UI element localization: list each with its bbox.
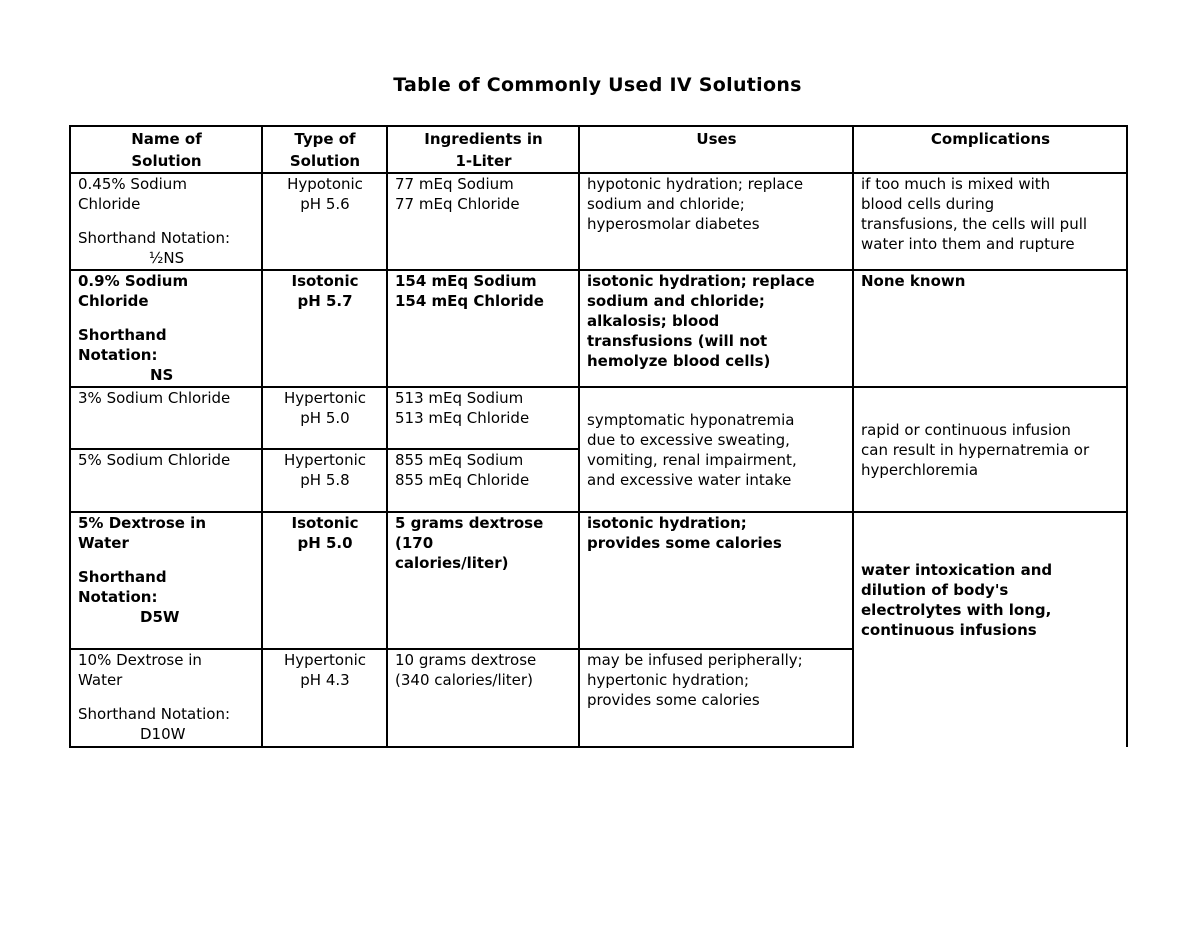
solution-type-cell: Hypertonic pH 4.3 <box>262 649 387 747</box>
uses-cell: symptomatic hyponatremia due to excessive sweating, vomiting, renal impairment, and excessive water intake <box>579 387 853 512</box>
solution-type-cell: Hypertonic pH 5.0 <box>262 387 387 449</box>
solution-type-cell: Hypotonic pH 5.6 <box>262 173 387 270</box>
ingredients-cell: 855 mEq Sodium 855 mEq Chloride <box>387 449 579 512</box>
complications-cell: rapid or continuous infusion can result in hypernatremia or hyperchloremia <box>853 387 1127 512</box>
solution-name-cell: 5% Sodium Chloride <box>70 449 262 512</box>
ingredients-cell: 513 mEq Sodium 513 mEq Chloride <box>387 387 579 449</box>
header-ingredients: Ingredients in 1-Liter <box>387 126 579 173</box>
solution-name-cell: 10% Dextrose in Water Shorthand Notation: D10W <box>70 649 262 747</box>
solution-name-cell: 0.45% Sodium Chloride Shorthand Notation: ½NS <box>70 173 262 270</box>
iv-solutions-table <box>69 125 1128 748</box>
table-row <box>70 387 1127 449</box>
solution-name-cell: 3% Sodium Chloride <box>70 387 262 449</box>
solution-type-cell: Isotonic pH 5.0 <box>262 512 387 649</box>
complications-cell: if too much is mixed with blood cells during transfusions, the cells will pull water into them and rupture <box>853 173 1127 270</box>
solution-type-cell: Hypertonic pH 5.8 <box>262 449 387 512</box>
page-title: Table of Commonly Used IV Solutions <box>393 74 802 96</box>
uses-cell: isotonic hydration; replace sodium and chloride; alkalosis; blood transfusions (will not hemolyze blood cells) <box>579 270 853 387</box>
header-complications: Complications <box>853 126 1127 173</box>
header-type: Type of Solution <box>262 126 387 173</box>
uses-cell: isotonic hydration; provides some calories <box>579 512 853 649</box>
table-row <box>70 270 1127 387</box>
table-row <box>70 512 1127 649</box>
uses-cell: may be infused peripherally; hypertonic hydration; provides some calories <box>579 649 853 747</box>
header-row <box>70 126 1127 173</box>
ingredients-cell: 5 grams dextrose (170 calories/liter) <box>387 512 579 649</box>
table-row <box>70 173 1127 270</box>
complications-cell: water intoxication and dilution of body's electrolytes with long, continuous infusions <box>853 512 1127 747</box>
ingredients-cell: 10 grams dextrose (340 calories/liter) <box>387 649 579 747</box>
solution-type-cell: Isotonic pH 5.7 <box>262 270 387 387</box>
uses-cell: hypotonic hydration; replace sodium and chloride; hyperosmolar diabetes <box>579 173 853 270</box>
complications-cell: None known <box>853 270 1127 387</box>
header-uses: Uses <box>579 126 853 173</box>
solution-name-cell: 0.9% Sodium Chloride Shorthand Notation: NS <box>70 270 262 387</box>
solution-name-cell: 5% Dextrose in Water Shorthand Notation: D5W <box>70 512 262 649</box>
header-name: Name of Solution <box>70 126 262 173</box>
ingredients-cell: 154 mEq Sodium 154 mEq Chloride <box>387 270 579 387</box>
ingredients-cell: 77 mEq Sodium 77 mEq Chloride <box>387 173 579 270</box>
